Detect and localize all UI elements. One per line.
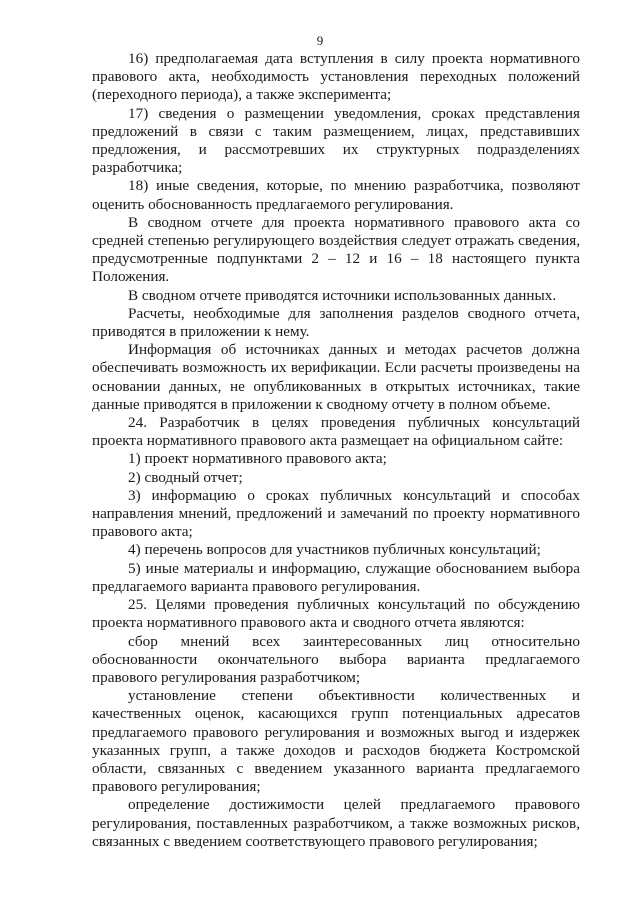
paragraph-24: 24. Разработчик в целях проведения публичных консультаций проекта нормативного правового акта размещает на официальном сайте: xyxy=(92,414,580,450)
page-number: 9 xyxy=(316,33,324,48)
list-item-4: 4) перечень вопросов для участников публичных консультаций; xyxy=(128,541,541,559)
paragraph-18: 18) иные сведения, которые, по мнению разработчика, позволяют оценить обоснованность предлагаемого регулирования. xyxy=(92,177,580,213)
paragraph-16: 16) предполагаемая дата вступления в силу проекта нормативного правового акта, необходимость установления переходных положений (переходного периода), а также эксперимента; xyxy=(92,50,580,104)
paragraph-data-sources: В сводном отчете приводятся источники использованных данных. xyxy=(128,286,557,304)
goal-collection: сбор мнений всех заинтересованных лиц относительно обоснованности окончательного выбора варианта предлагаемого правового регулирования разработчиком; xyxy=(92,632,580,686)
list-item-2: 2) сводный отчет; xyxy=(128,468,243,486)
list-item-3: 3) информацию о сроках публичных консультаций и способах направления мнений, предложений и замечаний по проекту нормативного правового акта; xyxy=(92,486,580,541)
list-item-1: 1) проект нормативного правового акта; xyxy=(128,450,387,468)
goal-objectivity: установление степени объективности количественных и качественных оценок, касающихся групп потенциальных адресатов предлагаемого правового регулирования и возможных выгод и издержек указанных групп, а также доходов и расходов бюджета Костромской области, связанных с введением указанного варианта предлагаемого правового регулирования; xyxy=(92,687,580,796)
document-body xyxy=(92,50,580,851)
paragraph-calculations: Расчеты, необходимые для заполнения разделов сводного отчета, приводятся в приложении к нему. xyxy=(92,304,580,341)
goal-achievability: определение достижимости целей предлагаемого правового регулирования, поставленных разработчиком, а также возможных рисков, связанных с введением соответствующего правового регулирования; xyxy=(92,796,580,850)
paragraph-25: 25. Целями проведения публичных консультаций по обсуждению проекта нормативного правового акта и сводного отчета являются: xyxy=(92,596,580,632)
list-item-5: 5) иные материалы и информацию, служащие обоснованием выбора предлагаемого варианта правового регулирования. xyxy=(92,559,580,595)
paragraph-17: 17) сведения о размещении уведомления, сроках представления предложений в связи с таким размещением, лицах, представивших предложения, и рассмотревших их структурных подразделениях разработчика; xyxy=(92,104,580,177)
paragraph-verification: Информация об источниках данных и методах расчетов должна обеспечивать возможность их верификации. Если расчеты произведены на основании данных, не опубликованных в открытых источниках, такие данные приводятся в приложении к сводному отчету в полном объеме. xyxy=(92,341,580,413)
paragraph-medium-impact: В сводном отчете для проекта нормативного правового акта со средней степенью регулирующего воздействия следует отражать сведения, предусмотренные подпунктами 2 – 12 и 16 – 18 настоящего пункта Положения. xyxy=(92,213,580,286)
